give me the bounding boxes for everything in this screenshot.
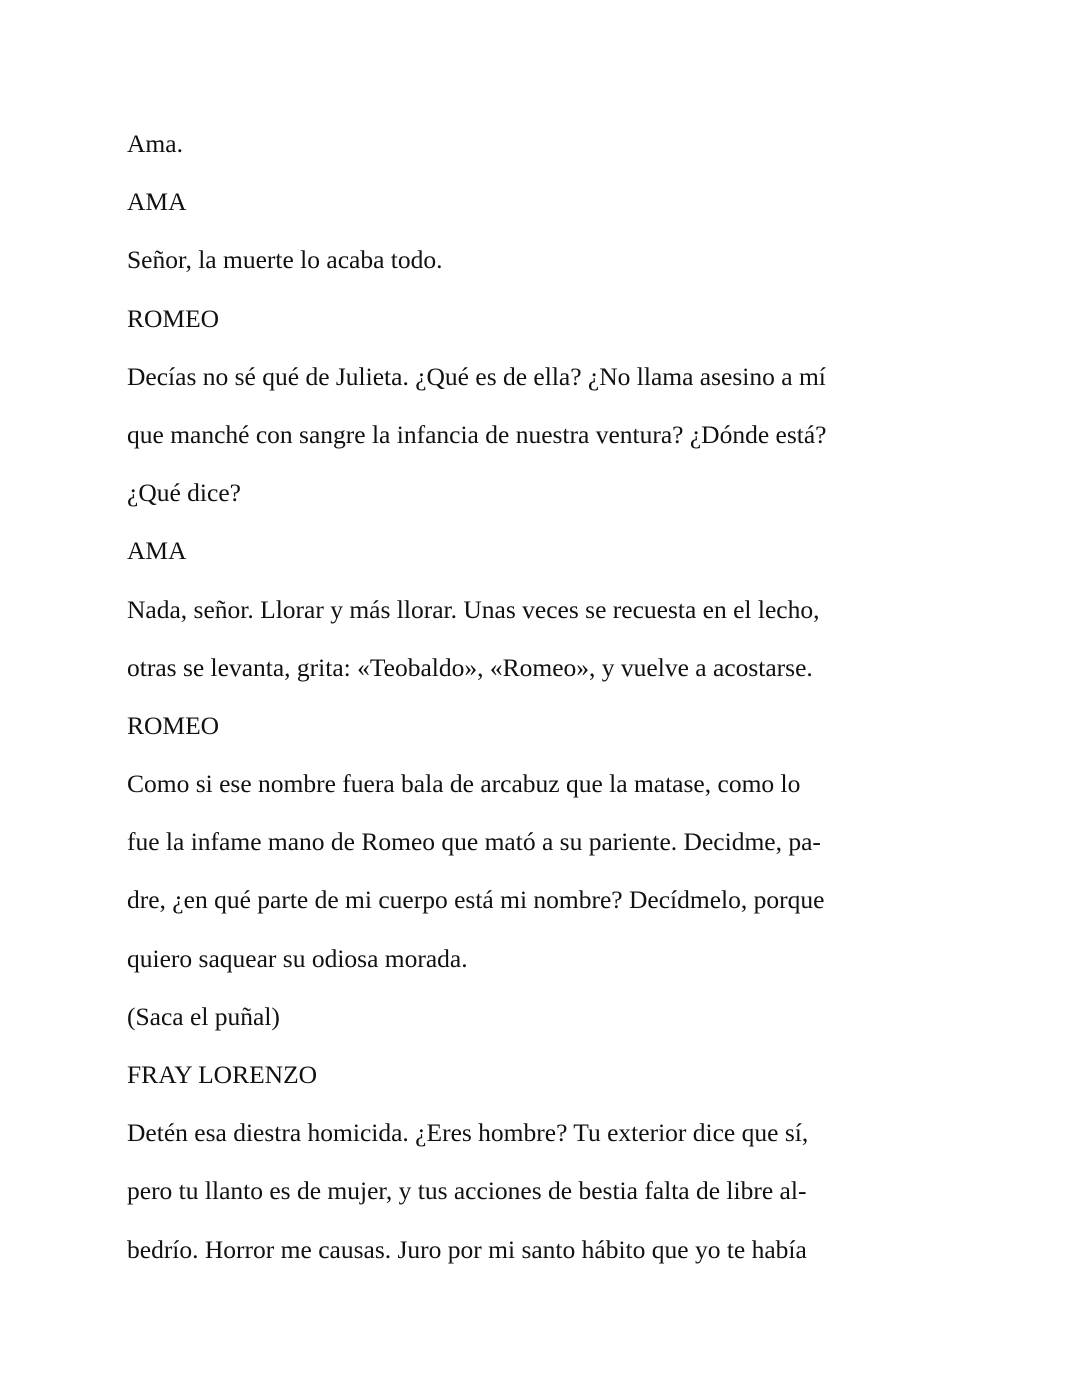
speaker-name: ROMEO xyxy=(127,303,220,333)
dialogue-line: fue la infame mano de Romeo que mató a su pariente. Decidme, pa- xyxy=(127,827,821,857)
stage-direction: (Saca el puñal) xyxy=(127,1001,280,1031)
dialogue-line: Nada, señor. Llorar y más llorar. Unas veces se recuesta en el lecho, xyxy=(127,594,820,624)
dialogue-line: Decías no sé qué de Julieta. ¿Qué es de ella? ¿No llama asesino a mí xyxy=(127,361,826,391)
speaker-name: AMA xyxy=(127,536,187,566)
dialogue-line: Como si ese nombre fuera bala de arcabuz que la matase, como lo xyxy=(127,769,801,799)
dialogue-line: quiero saquear su odiosa morada. xyxy=(127,943,468,973)
speaker-name: FRAY LORENZO xyxy=(127,1060,318,1089)
document-page xyxy=(127,124,887,1288)
dialogue-line: dre, ¿en qué parte de mi cuerpo está mi nombre? Decídmelo, porque xyxy=(127,885,825,915)
speaker-name: AMA xyxy=(127,187,187,217)
speaker-name: ROMEO xyxy=(127,710,220,740)
dialogue-line: que manché con sangre la infancia de nuestra ventura? ¿Dónde está? xyxy=(127,419,827,449)
dialogue-line: ¿Qué dice? xyxy=(127,478,241,508)
dialogue-line: Detén esa diestra homicida. ¿Eres hombre? Tu exterior dice que sí, xyxy=(127,1118,809,1148)
dialogue-line: bedrío. Horror me causas. Juro por mi santo hábito que yo te había xyxy=(127,1234,807,1264)
dialogue-line: Ama. xyxy=(127,129,183,158)
dialogue-line: Señor, la muerte lo acaba todo. xyxy=(127,245,443,275)
dialogue-line: otras se levanta, grita: «Teobaldo», «Romeo», y vuelve a acostarse. xyxy=(127,652,813,682)
dialogue-line: pero tu llanto es de mujer, y tus acciones de bestia falta de libre al- xyxy=(127,1176,807,1206)
